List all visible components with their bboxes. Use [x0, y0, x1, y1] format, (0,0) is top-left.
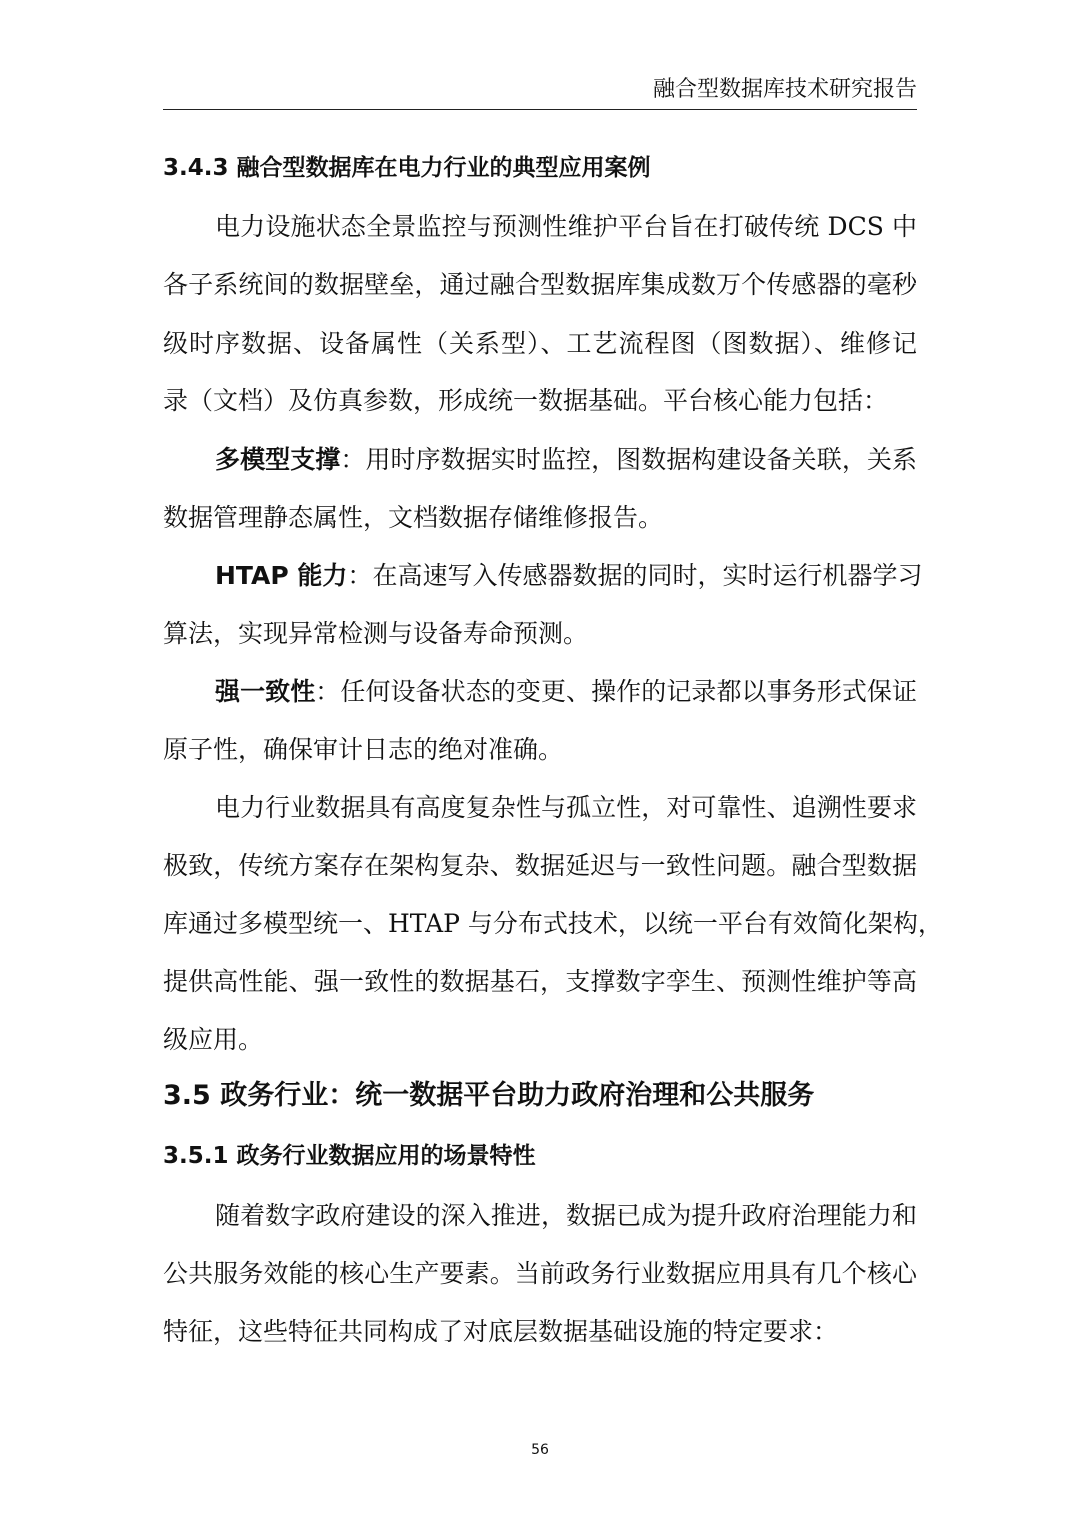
- capability-text: 在高速写入传感器数据的同时，实时运行机器学习: [372, 561, 923, 590]
- paragraph-line: 电力设施状态全景监控与预测性维护平台旨在打破传统 DCS 中: [215, 212, 917, 241]
- paragraph-line: 极致，传统方案存在架构复杂、数据延迟与一致性问题。融合型数据: [163, 851, 917, 880]
- paragraph-line: 特征，这些特征共同构成了对底层数据基础设施的特定要求：: [163, 1317, 839, 1346]
- capability-label: 多模型支撑: [215, 445, 341, 474]
- capability-multi-model: [215, 442, 917, 478]
- paragraph-line: 算法，实现异常检测与设备寿命预测。: [163, 619, 589, 648]
- paragraph-line: 级时序数据、设备属性（关系型）、工艺流程图（图数据）、维修记: [163, 329, 917, 358]
- capability-label: 强一致性: [215, 677, 316, 706]
- capability-separator: ：: [340, 445, 366, 474]
- section-heading-3-5-1: 3.5.1 政务行业数据应用的场景特性: [163, 1143, 536, 1169]
- page-number: 56: [531, 1442, 549, 1458]
- capability-text: 用时序数据实时监控，图数据构建设备关联，关系: [365, 445, 917, 474]
- capability-consistency: [215, 674, 917, 710]
- capability-label: HTAP 能力: [215, 561, 348, 590]
- paragraph-line: 电力行业数据具有高度复杂性与孤立性，对可靠性、追溯性要求: [215, 793, 917, 822]
- paragraph-line: 录（文档）及仿真参数，形成统一数据基础。平台核心能力包括：: [163, 386, 889, 415]
- capability-htap: [215, 558, 923, 594]
- paragraph-line: 提供高性能、强一致性的数据基石，支撑数字孪生、预测性维护等高: [163, 967, 917, 996]
- paragraph-line: 随着数字政府建设的深入推进，数据已成为提升政府治理能力和: [215, 1201, 917, 1230]
- section-heading-3-4-3: 3.4.3 融合型数据库在电力行业的典型应用案例: [163, 155, 651, 181]
- section-heading-3-5: 3.5 政务行业：统一数据平台助力政府治理和公共服务: [163, 1080, 815, 1111]
- paragraph-line: 各子系统间的数据壁垒，通过融合型数据库集成数万个传感器的毫秒: [163, 270, 917, 299]
- header-rule: [163, 109, 917, 110]
- paragraph-line: 原子性，确保审计日志的绝对准确。: [163, 735, 564, 764]
- paragraph-line: 库通过多模型统一、HTAP 与分布式技术，以统一平台有效简化架构，: [163, 909, 943, 938]
- paragraph-line: 数据管理静态属性，文档数据存储维修报告。: [163, 503, 664, 532]
- capability-text: 任何设备状态的变更、操作的记录都以事务形式保证: [340, 677, 917, 706]
- running-header-title: 融合型数据库技术研究报告: [652, 77, 917, 102]
- capability-separator: ：: [347, 561, 373, 590]
- capability-separator: ：: [315, 677, 341, 706]
- paragraph-line: 级应用。: [163, 1025, 264, 1054]
- paragraph-line: 公共服务效能的核心生产要素。当前政务行业数据应用具有几个核心: [163, 1259, 917, 1288]
